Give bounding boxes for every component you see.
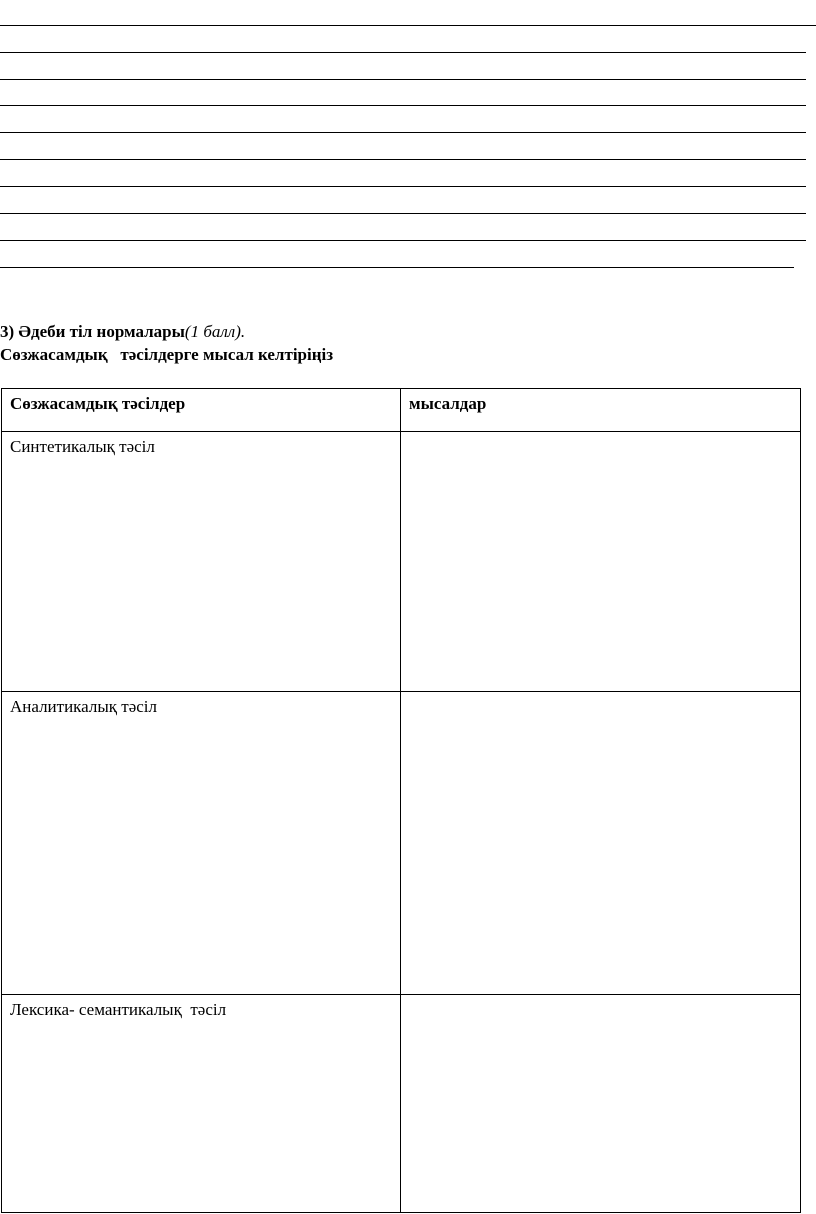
task-number-title: 3) Әдеби тіл нормалары [0,322,185,341]
task-title [0,322,245,342]
method-cell: Синтетикалық тәсіл [2,432,401,692]
table-row [2,692,801,995]
example-cell[interactable] [401,432,801,692]
answer-line-8[interactable] [0,213,806,214]
answer-line-7[interactable] [0,186,806,187]
word-formation-table [1,388,801,1213]
answer-line-3[interactable] [0,79,806,80]
task-points: (1 балл). [184,322,246,341]
header-examples: мысалдар [401,389,801,432]
header-methods: Сөзжасамдық тәсілдер [2,389,401,432]
example-cell[interactable] [401,692,801,995]
table-header-row [2,389,801,432]
answer-line-2[interactable] [0,52,806,53]
method-cell: Аналитикалық тәсіл [2,692,401,995]
task-instruction: Сөзжасамдық тәсілдерге мысал келтіріңіз [0,345,334,364]
example-cell[interactable] [401,995,801,1213]
answer-line-1[interactable] [0,25,816,26]
answer-line-4[interactable] [0,105,806,106]
answer-line-9[interactable] [0,240,806,241]
method-cell: Лексика- семантикалық тәсіл [2,995,401,1213]
answer-line-5[interactable] [0,132,806,133]
table-row [2,995,801,1213]
answer-line-10[interactable] [0,267,794,268]
answer-line-6[interactable] [0,159,806,160]
table-row [2,432,801,692]
